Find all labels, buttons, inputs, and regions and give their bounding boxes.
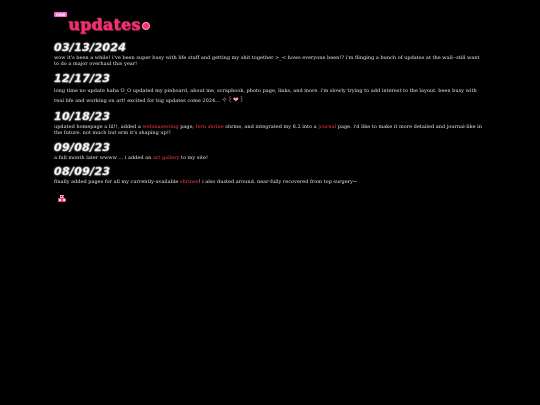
entry-text: [54, 55, 484, 68]
entry-text-segment: shrine, and integrated my 8.2 into a: [223, 123, 319, 130]
art-gallery-link[interactable]: art gallery: [152, 154, 180, 161]
entry-date: 09/08/23: [54, 140, 111, 154]
updates-page: [54, 8, 484, 190]
shrines-link[interactable]: shrines: [179, 179, 199, 186]
journal-link[interactable]: journal: [318, 123, 337, 130]
update-entry: [54, 111, 484, 137]
entry-text-segment: long time no update haha O_O updated my pinboard, about me, scrapbook, photo page, links, and more. i'm slowly trying to add interest to the layout. been busy with real life and working on art! excited for big updates come 2024...: [54, 87, 477, 104]
update-entry: [54, 166, 484, 185]
fern-shrine-link[interactable]: fern shrine: [195, 123, 224, 130]
entry-text-segment: finally added pages for all my currently-available: [54, 179, 180, 186]
entry-text-segment: page. i'd like to make it more detailed and journal-like in the future. not much but erm it's shaping up!!: [54, 123, 482, 137]
update-entry: [54, 42, 484, 68]
update-entry: [54, 142, 484, 161]
entry-text: [54, 86, 484, 106]
entry-text: [54, 124, 484, 137]
entry-text-segment: to my site!: [179, 154, 208, 161]
entry-text-segment: a full month later wwww ... i added an: [54, 154, 153, 161]
entry-text: [54, 155, 484, 161]
entry-text-segment: updated homepage a lil!!, added a: [54, 123, 143, 130]
entry-date: 08/09/23: [54, 165, 111, 179]
entry-text: [54, 179, 484, 185]
entry-text-segment: page,: [178, 123, 196, 130]
sparkle-decoration-icon: ✧꒰❤︎꒱: [221, 96, 245, 105]
entry-text-segment: ! i also dusted around. near-fully recovered from top surgery~: [198, 179, 358, 186]
title-heart-icon: [142, 22, 150, 30]
new-badge: new: [56, 12, 66, 17]
entry-date: 12/17/23: [54, 71, 111, 85]
update-entry: [54, 73, 484, 106]
entry-date: 10/18/23: [54, 109, 111, 123]
entry-text-segment: wow it's been a while! i've been super busy with life stuff and getting my shit together >_< hows everyone been!? i'm flinging a bunch of updates at the wall--still want to do a major overhaul this year!: [54, 55, 480, 68]
pixel-stamp-icon[interactable]: [57, 195, 67, 203]
webmastering-link[interactable]: webmastering: [142, 123, 179, 130]
page-header: [54, 8, 484, 34]
page-title: updates: [68, 15, 141, 34]
entry-date: 03/13/2024: [54, 41, 127, 54]
